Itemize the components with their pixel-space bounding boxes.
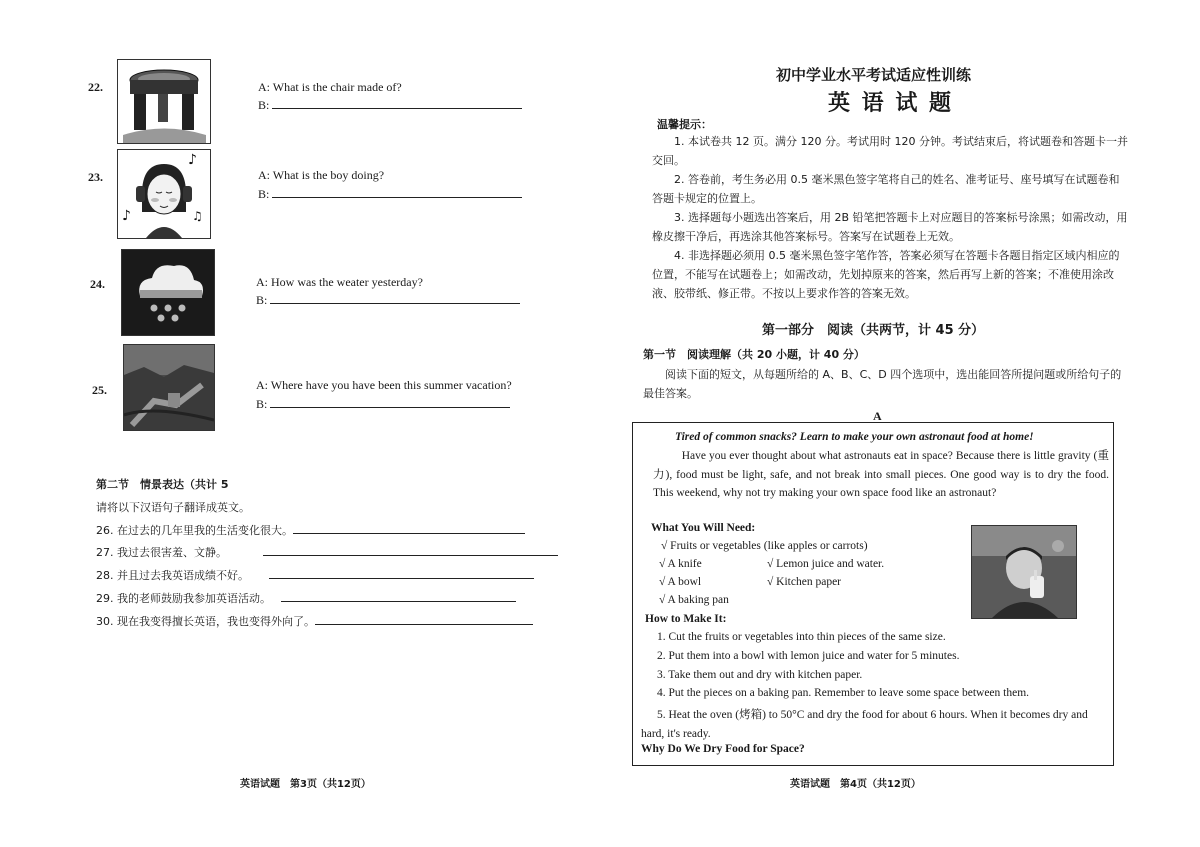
- question-number: 24.: [90, 277, 105, 291]
- rain-cloud-icon: [121, 249, 215, 336]
- answer-line[interactable]: [256, 396, 510, 412]
- answer-blank[interactable]: [281, 590, 516, 602]
- section-instruction: 阅读下面的短文，从每题所给的 A、B、C、D 四个选项中，选出能回答所提问题或所给句子的最佳答案。: [643, 368, 1122, 400]
- answer-line[interactable]: [258, 186, 522, 202]
- answer-blank[interactable]: [263, 544, 558, 556]
- notice-label: 温馨提示：: [657, 118, 712, 131]
- answer-blank[interactable]: [272, 186, 522, 198]
- step-item: 2. Put them into a bowl with lemon juice and water for 5 minutes.: [657, 650, 960, 662]
- answer-label: B:: [258, 98, 270, 112]
- need-item: √ Fruits or vegetables (like apples or carrots): [661, 540, 868, 552]
- translation-item: 29. 我的老师鼓励我参加英语活动。: [96, 590, 516, 606]
- step-item: 1. Cut the fruits or vegetables into thin pieces of the same size.: [657, 631, 946, 643]
- stool-icon: [117, 59, 211, 144]
- passage-intro: Have you ever thought about what astronauts eat in space? Because there is little gravity (重力), food must be light, safe, and not break into small pieces. One good way is to dry the food. This weekend, why not try making your own space food like an astronaut?: [653, 450, 1109, 499]
- svg-text:♪: ♪: [188, 152, 197, 168]
- question-a: A: How was the weater yesterday?: [256, 275, 423, 289]
- notice-item: 1. 本试卷共 12 页。满分 120 分。考试用时 120 分钟。考试结束后，将试题卷和答题卡一并交回。: [652, 135, 1128, 167]
- need-item: √ A baking pan: [659, 594, 729, 606]
- translation-item: 30. 现在我变得擅长英语，我也变得外向了。: [96, 613, 533, 629]
- step-item: 4. Put the pieces on a baking pan. Remember to leave some space between them.: [657, 687, 1030, 699]
- need-heading: What You Will Need:: [651, 522, 756, 534]
- answer-blank[interactable]: [272, 97, 522, 109]
- question-a: A: Where have you have been this summer vacation?: [256, 378, 512, 392]
- section-heading: 第一节 阅读理解（共 20 小题，计 40 分）: [643, 348, 865, 361]
- answer-label: B:: [258, 187, 270, 201]
- notice-item: 3. 选择题每小题选出答案后，用 2B 铅笔把答题卡上对应题目的答案标号涂黑；如需改动，用橡皮擦干净后，再选涂其他答案标号。答案写在试题卷上无效。: [652, 211, 1128, 243]
- passage-box: [632, 422, 1114, 766]
- answer-line[interactable]: [258, 97, 522, 113]
- answer-label: B:: [256, 293, 268, 307]
- question-a: A: What is the chair made of?: [258, 80, 402, 94]
- translation-item: 28. 并且过去我英语成绩不好。: [96, 567, 534, 583]
- astronaut-eating-photo: [971, 525, 1077, 619]
- need-item: √ Lemon juice and water.: [767, 558, 885, 570]
- great-wall-photo: [123, 344, 215, 431]
- answer-blank[interactable]: [270, 292, 520, 304]
- page-footer: 英语试题 第3页（共12页）: [240, 779, 371, 790]
- notice-item: 2. 答卷前，考生务必用 0.5 毫米黑色签字笔将自己的姓名、准考证号、座号填写在试题卷和答题卡规定的位置上。: [652, 173, 1120, 205]
- page-footer: 英语试题 第4页（共12页）: [790, 779, 921, 790]
- exam-title: 英 语 试 题: [828, 91, 953, 116]
- howto-heading: How to Make It:: [645, 613, 727, 625]
- question-number: 22.: [88, 80, 103, 94]
- section-heading: 第二节 情景表达（共计 5: [96, 478, 229, 491]
- svg-text:♫: ♫: [192, 209, 203, 223]
- svg-text:♪: ♪: [122, 208, 131, 224]
- answer-line[interactable]: [256, 292, 520, 308]
- translation-item: 27. 我过去很害羞、文静。: [96, 544, 558, 560]
- why-heading: Why Do We Dry Food for Space?: [641, 743, 805, 755]
- section-instruction: 请将以下汉语句子翻译成英文。: [96, 501, 250, 514]
- part-heading: 第一部分 阅读（共两节，计 45 分）: [762, 323, 985, 338]
- answer-blank[interactable]: [315, 613, 533, 625]
- need-item: √ Kitchen paper: [767, 576, 842, 588]
- step-item: 3. Take them out and dry with kitchen paper.: [657, 669, 863, 681]
- answer-blank[interactable]: [270, 396, 510, 408]
- passage-title: Tired of common snacks? Learn to make your own astronaut food at home!: [675, 431, 1034, 443]
- question-a: A: What is the boy doing?: [258, 168, 385, 182]
- step-item: 5. Heat the oven (烤箱) to 50°C and dry the food for about 6 hours. When it becomes dry and hard, it's ready.: [641, 709, 1088, 740]
- question-number: 23.: [88, 170, 103, 184]
- passage-label: A: [873, 409, 882, 423]
- exam-subtitle: 初中学业水平考试适应性训练: [776, 66, 972, 84]
- question-number: 25.: [92, 383, 107, 397]
- notice-item: 4. 非选择题必须用 0.5 毫米黑色签字笔作答，答案必须写在答题卡各题目指定区域内相应的位置，不能写在试题卷上；如需改动，先划掉原来的答案，然后再写上新的答案；不准使用涂改液、胶带纸、修正带。不按以上要求作答的答案无效。: [652, 249, 1120, 300]
- boy-listening-music-icon: [117, 149, 211, 239]
- translation-item: 26. 在过去的几年里我的生活变化很大。: [96, 522, 525, 538]
- answer-blank[interactable]: [269, 567, 534, 579]
- answer-label: B:: [256, 397, 268, 411]
- answer-blank[interactable]: [293, 522, 525, 534]
- need-item: √ A knife: [659, 558, 702, 570]
- need-item: √ A bowl: [659, 576, 702, 588]
